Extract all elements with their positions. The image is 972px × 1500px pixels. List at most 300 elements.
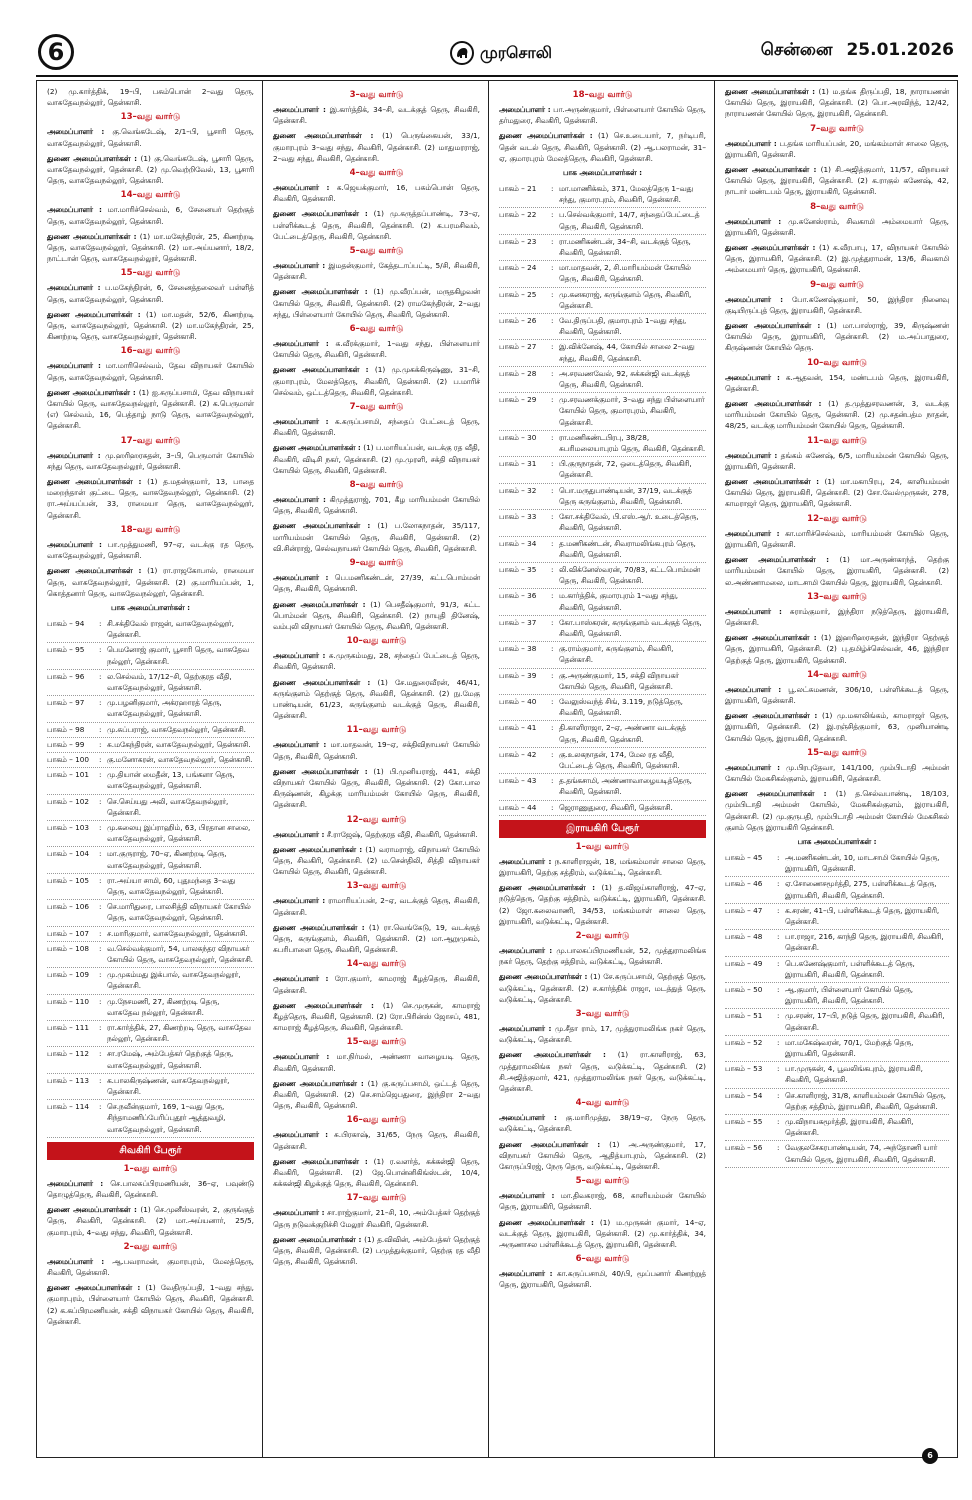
organiser-entry bbox=[725, 450, 949, 472]
booth-colon: : bbox=[551, 342, 554, 352]
booth-row bbox=[499, 774, 706, 800]
column-2 bbox=[263, 84, 488, 1456]
booth-row bbox=[499, 721, 706, 747]
booth-number: பாகம் – 46 bbox=[725, 879, 763, 889]
booth-row bbox=[499, 393, 706, 431]
booth-number: பாகம் – 105 bbox=[47, 875, 89, 885]
booth-colon: : bbox=[551, 512, 554, 522]
booth-row bbox=[499, 801, 706, 816]
role-label: துணை அமைப்பாளர்கள் : bbox=[273, 365, 369, 375]
ward-heading: 15–வது வார்டு bbox=[807, 747, 867, 758]
role-label: துணை அமைப்பாளர்கள் : bbox=[47, 231, 137, 241]
organiser-entry bbox=[273, 650, 480, 672]
role-label: துணை அமைப்பாளர்கள் : bbox=[725, 243, 816, 253]
entry-text: (1) த.விஜய்காளிராஜ், 47–ஏ, நடுத்தெரு, தெற்கு சத்திரம், வடுக்கட்டி, இராயகிரி, தென்காசி. (2) ஜோ.கலைவாணி, 34/53, மங்கம்மாள் சாலை தெரு, இராயகிரி, வடுக்கட்டி, தென்காசி. bbox=[499, 883, 706, 926]
booth-organiser: க.சரண், 41–பி, பள்ளிக்கூடத் தெரு, இராயகிரி, தென்காசி. bbox=[785, 905, 940, 926]
booth-number: பாகம் – 29 bbox=[499, 395, 537, 405]
booth-number: பாகம் – 28 bbox=[499, 368, 537, 378]
organiser-entry bbox=[725, 476, 949, 510]
role-label: அமைப்பாளர் : bbox=[47, 283, 101, 293]
entry-text: மா.மாதவன், 19–ஏ, சக்திவிநாயகர் கோயில் தெரு, சிவகிரி, தென்காசி. bbox=[273, 740, 480, 761]
entry-text: (1) ம.தங்க திருப்பதி, 18, நாராயணன் கோயில் தெரு, இராயகிரி, தென்காசி. (2) பொ.அரவிந்த், 12/42, நாராயணன் கோயில் தெரு, இராயகிரி, தென்காசி. bbox=[725, 87, 949, 119]
booth-colon: : bbox=[551, 670, 554, 680]
booth-colon: : bbox=[99, 1023, 102, 1032]
entry-text: (1) த.முத்துசரவணன், 3, வடக்கு மாரியம்மன் கோயில் தெரு, தென்காசி. (2) மு.சதன்பத்ம நாதன், 48/25, வடக்கு மாரியம்மன் கோயில் தெரு, தென்காசி. bbox=[725, 399, 949, 431]
booth-row bbox=[47, 1021, 254, 1047]
booth-organiser: மு.பழனிகுமார், அக்ரஹாரத் தெரு, வாசுதேவநல்லூர், தென்காசி. bbox=[107, 698, 222, 719]
ward-heading: 17–வது வார்டு bbox=[346, 1193, 407, 1204]
entry-text: கு.மாரிமுத்து, 38/19–ஏ, நேரு தெரு, வடுக்கட்டி, தென்காசி. bbox=[499, 1113, 706, 1134]
booth-colon: : bbox=[551, 236, 554, 246]
booth-row bbox=[47, 927, 254, 942]
entry-text: (1) ப.மாரியப்பன், வடக்கு ரத வீதி, சிவகிரி, விடிசி நகர், தென்காசி. (2) மு.முரளி, சக்தி விநாயகர் கோயில் தெரு, சிவகிரி, தென்காசி. bbox=[273, 443, 480, 475]
ward-heading: 5–வது வார்டு bbox=[349, 246, 404, 257]
entry-text: சு.முருகம்மது, 28, சந்தைப் பேட்டைத் தெரு, சிவகிரி, தென்காசி. bbox=[273, 651, 480, 672]
entry-text: (1) செ.முனீஸ்வரன், 2, குருங்குத் தெரு, சிவகிரி, தென்காசி. (2) மா.அய்யனார், 25/5, குமாரபுரம், 4–வது சந்து, சிவகிரி, தென்காசி. bbox=[47, 1205, 254, 1237]
entry-text: மா.மாரிசெல்வம், தேவ விநாயகர் கோயில் தெரு, வாசுதேவநல்லூர், தென்காசி. bbox=[47, 361, 254, 382]
booth-number: பாகம் – 107 bbox=[47, 928, 89, 938]
booth-row bbox=[499, 510, 706, 536]
role-label: துணை அமைப்பாளர்கள் : bbox=[725, 321, 821, 331]
booth-row bbox=[725, 1141, 949, 1167]
role-label: அமைப்பாளர் : bbox=[273, 573, 329, 583]
organiser-entry bbox=[725, 294, 949, 316]
role-label: அமைப்பாளர் : bbox=[725, 138, 777, 148]
footer-page-number: 6 bbox=[922, 1448, 938, 1464]
booth-number: பாகம் – 111 bbox=[47, 1023, 89, 1032]
entry-text: கிமுத்துராஜ், 701, கீழ மாரியம்மன் கோயில் தெரு, சிவகிரி, தென்காசி. bbox=[273, 495, 480, 516]
booth-colon: : bbox=[99, 849, 102, 859]
booth-row bbox=[499, 589, 706, 615]
role-label: அமைப்பாளர் : bbox=[725, 528, 780, 538]
role-label: அமைப்பாளர் : bbox=[725, 606, 782, 616]
role-label: துணை அமைப்பாளர்கள் : bbox=[273, 1000, 374, 1010]
booth-row bbox=[725, 1115, 949, 1141]
ward-heading: 16–வது வார்டு bbox=[120, 346, 181, 357]
booth-organiser: மு.சுப்பராஜ், வாசுதேவநல்லூர், தென்காசி. bbox=[107, 724, 246, 734]
booth-colon: : bbox=[551, 802, 554, 812]
booth-row bbox=[47, 1074, 254, 1100]
entry-text: ஆ.பவராமன், குமாரபுரம், மேலத்தெரு, சிவகிரி, தென்காசி. bbox=[47, 1256, 254, 1278]
organiser-entry bbox=[499, 1112, 706, 1134]
role-label: அமைப்பாளர் : bbox=[725, 372, 780, 382]
entry-text: (1) மு.மகாலிங்கம், காமராஜர் தெரு, இராயகிரி, தென்காசி. (2) இ.ரஞ்சித்குமார், 63, முனியாண்டி கோயில் தெரு, இராயகிரி, தென்காசி. bbox=[725, 711, 949, 743]
role-label: அமைப்பாளர் : bbox=[47, 205, 102, 215]
booth-organiser: பா.ராஜா, 216, காந்தி தெரு, இராயகிரி, சிவகிரி, தென்காசி. bbox=[785, 932, 944, 953]
booth-number: பாகம் – 45 bbox=[725, 852, 763, 862]
role-label: அமைப்பாளர் : bbox=[725, 684, 782, 694]
organiser-entry bbox=[273, 1156, 480, 1190]
booth-row bbox=[725, 904, 949, 930]
booth-organiser: மா.மாதவன், 2, சி.மாரியம்மன் கோயில் தெரு, சிவகிரி, தென்காசி. bbox=[559, 263, 691, 284]
organiser-entry bbox=[47, 1178, 254, 1200]
entry-text: பா.அருண்குமார், பிள்ளையார் கோயில் தெரு, தர்மதுரை, சிவகிரி, தென்காசி. bbox=[499, 105, 706, 126]
organiser-entry bbox=[273, 208, 480, 242]
booth-number: பாகம் – 110 bbox=[47, 996, 89, 1006]
entry-text: (1) க.வீரபாபு, 17, விநாயகர் கோயில் தெரு, இராயகிரி, தென்காசி. (2) இ.முத்துராமன், 13/6, சிவகாமி அம்மையார் தெரு, இராயகிரி, தென்காசி. bbox=[725, 243, 949, 275]
booth-organiser: சி.சக்திவேல் ராஜன், வாசுதேவநல்லூர், தென்காசி. bbox=[107, 618, 234, 640]
masthead bbox=[30, 32, 960, 72]
role-label: அமைப்பாளர் : bbox=[273, 1208, 325, 1218]
role-label: துணை அமைப்பாளர்கள் : bbox=[725, 399, 822, 409]
booth-organiser: ஏ.சோணைசமூர்த்தி, 275, பள்ளிக்கூடத் தெரு, இராயகிரி, சிவகிரி, தென்காசி. bbox=[785, 879, 937, 900]
booth-row bbox=[47, 874, 254, 900]
booth-organiser: பி.குருநாதன், 72, ஒடைத்தெரு, சிவகிரி, தென்காசி. bbox=[559, 459, 692, 480]
entry-text: (1) பெருங்கையன், 33/1, குமாரபுரம் 3–வது சந்து, சிவகிரி, தென்காசி. (2) மாதுமரராஜ், 2–வது சந்து, சிவகிரி, தென்காசி. bbox=[273, 131, 480, 163]
entry-text: மு.பிரபுதேவா, 141/100, மும்பிடாதி அம்மன் கோயில் மேகசிகல்குளம், இராயகிரி, தென்காசி. bbox=[725, 762, 949, 783]
role-label: அமைப்பாளர் : bbox=[47, 1256, 105, 1266]
ward-heading: 6–வது வார்டு bbox=[349, 324, 404, 335]
booth-colon: : bbox=[777, 1011, 780, 1021]
booth-organiser: த.மணிகண்டன், சிவராமலிங்கபுரம் தெரு, சிவகிரி, தென்காசி. bbox=[559, 538, 696, 559]
organiser-entry bbox=[273, 829, 480, 840]
entry-text: சீ.ராஜேஷ், தெற்குரத வீதி, சிவகிரி, தென்காசி. bbox=[324, 829, 478, 839]
booth-organiser: செ.செய்யது அலி, வாசுதேவநல்லூர், தென்காசி. bbox=[107, 796, 229, 817]
booth-colon: : bbox=[551, 432, 554, 442]
booth-colon: : bbox=[551, 395, 554, 405]
brand-name: முரசொலி bbox=[480, 42, 552, 62]
entry-text: (1) இஹரிஹரசுதன், இந்திரா தெற்குத் தெரு, இராயகிரி, தென்காசி. (2) பு.தமிழ்ச்செல்வன், 46, இந்திரா தெற்குத் தெரு, இராயகிரி, தென்காசி. bbox=[725, 633, 949, 665]
organiser-entry bbox=[273, 1000, 480, 1034]
entry-text: மு.பாலசுப்பிரமணியன், 52, முத்துராமலிங்க நகர் தெரு, தெற்கு சத்திரம், வடுக்கட்டி, தென்காசி. bbox=[499, 945, 707, 967]
organiser-entry bbox=[273, 1051, 480, 1073]
entry-text: பூ.லட்சுமணன், 306/10, பள்ளிக்கூடத் தெரு, இராயகிரி, தென்காசி. bbox=[725, 684, 950, 705]
role-label: துணை அமைப்பாளர்கள் : bbox=[273, 1078, 364, 1088]
ward-heading: 14–வது வார்டு bbox=[807, 669, 867, 680]
role-label: அமைப்பாளர் : bbox=[47, 361, 101, 371]
booth-list-heading: பாக அமைப்பாளர்கள் : bbox=[797, 836, 877, 846]
booth-colon: : bbox=[551, 485, 554, 495]
booth-number: பாகம் – 100 bbox=[47, 754, 89, 764]
role-label: துணை அமைப்பாளர்கள் : bbox=[47, 153, 138, 163]
booth-number: பாகம் – 26 bbox=[499, 316, 537, 326]
entry-text: ராமாரியப்பன், 2–ஏ, வடக்குத் தெரு, சிவகிரி, தென்காசி. bbox=[273, 896, 480, 917]
booth-organiser: செ.நவீன்குமார், 169, 1–வது தெரு, சிந்தாமணிப்பேரிப்புதூர் ஆத்துவழி, வாசுதேவநல்லூர், தென்காசி. bbox=[107, 1102, 226, 1134]
entry-text: (1) அ.அருண்குமார், 17, விநாயகர் கோயில் தெரு, ஆதித்யாபுரம், தென்காசி. (2) கோருப்பிரஜ், நேரு தெரு, வடுக்கட்டி, தென்காசி. bbox=[499, 1139, 706, 1172]
role-label: துணை அமைப்பாளர்கள் : bbox=[47, 566, 142, 576]
booth-row bbox=[47, 821, 254, 847]
booth-organiser: ரா.அய்யா சாமி, 60, புதுமந்தை 3–வது தெரு, வாசுதேவநல்லூர், தென்காசி. bbox=[107, 875, 236, 896]
booth-row bbox=[725, 851, 949, 877]
booth-colon: : bbox=[99, 645, 102, 655]
booth-organiser: ஆ.குமார், பிள்ளையார் கோயில் தெரு, இராயகிரி, சிவகிரி, தென்காசி. bbox=[785, 984, 914, 1006]
organiser-entry bbox=[725, 216, 949, 238]
role-label: அமைப்பாளர் : bbox=[273, 829, 325, 839]
organiser-entry bbox=[47, 539, 254, 561]
entry-text: ப.மகேந்திரன், 6, சேனைத்தலைவர் பள்ளித் தெரு, வாசுதேவநல்லூர், தென்காசி. bbox=[47, 283, 254, 304]
booth-row bbox=[499, 182, 706, 208]
role-label: துணை அமைப்பாளர்கள் : bbox=[725, 555, 830, 565]
entry-text: (1) ரா.வெங்கேடு, 19, வடக்குத் தெரு, கருங்குளம், சிவகிரி, தென்காசி. (2) மா.ஆறுமுகம், சுபரிபாளை தெரு, சிவகிரி, தென்காசி. bbox=[273, 922, 480, 955]
ward-heading: 14–வது வார்டு bbox=[120, 190, 181, 201]
entry-text: கா.கருப்பசாமி, 40/பி, மூப்பனார் கிணற்றுத் தெரு, இராயகிரி, தென்காசி. bbox=[499, 1269, 706, 1290]
organiser-entry bbox=[725, 138, 949, 160]
booth-colon: : bbox=[99, 943, 102, 953]
organiser-entry bbox=[725, 632, 949, 666]
organiser-entry bbox=[47, 309, 254, 343]
ward-heading: 15–வது வார்டு bbox=[346, 1037, 407, 1048]
booth-number: பாகம் – 54 bbox=[725, 1090, 763, 1100]
organiser-entry bbox=[499, 1139, 706, 1173]
role-label: அமைப்பாளர் : bbox=[273, 974, 329, 984]
booth-number: பாகம் – 103 bbox=[47, 822, 89, 832]
ward-heading: 8–வது வார்டு bbox=[349, 480, 404, 491]
booth-organiser: க.பாலகிருஷ்ணன், வாசுதேவநல்லூர், தென்காசி. bbox=[107, 1075, 230, 1097]
booth-number: பாகம் – 40 bbox=[499, 696, 537, 706]
role-label: அமைப்பாளர் : bbox=[499, 856, 552, 866]
booth-colon: : bbox=[99, 618, 102, 628]
booth-colon: : bbox=[99, 671, 102, 681]
booth-number: பாகம் – 53 bbox=[725, 1064, 763, 1074]
booth-row bbox=[725, 877, 949, 903]
organiser-entry bbox=[47, 1256, 254, 1278]
booth-colon: : bbox=[99, 724, 102, 734]
ward-heading: 7–வது வார்டு bbox=[810, 123, 864, 134]
booth-number: பாகம் – 94 bbox=[47, 618, 85, 628]
organiser-entry bbox=[499, 104, 706, 126]
booth-number: பாகம் – 108 bbox=[47, 943, 89, 953]
booth-number: பாகம் – 55 bbox=[725, 1117, 763, 1127]
entry-text: (1) மா.அருண்காந்த், தெற்கு மாரியம்மன் கோயில் தெரு, இராயகிரி, தென்காசி. (2) ல.அண்ணாமலை, மாடசாமி கோயில் தெரு, இராயகிரி, தென்காசி. bbox=[725, 555, 950, 587]
booth-organiser: மு.கனகராஜ், கருங்குளம் தெரு, சிவகிரி, தென்காசி. bbox=[559, 289, 692, 310]
booth-organiser: மு.நேசமணி, 27, கிணற்றடி தெரு, வாசுதேவ நல்லூர், தென்காசி. bbox=[107, 996, 220, 1017]
booth-colon: : bbox=[551, 591, 554, 601]
entry-text: (1) ப.லோகநாதன், 35/117, மாரியம்மன் கோயில் தெரு, சிவகிரி, தென்காசி. (2) வி.சின்ராஜ், செல்வநாயகர் கோயில் தெரு, சிவகிரி, தென்காசி. bbox=[273, 521, 480, 553]
entry-text: (1) ரா.காளிராஜ், 63, முத்துராமலிங்க நகர் தெரு, வடுக்கட்டி, தென்காசி. (2) சி.அஜித்குமார், 421, முத்துராமலிங்க நகர் தெரு, வடுக்கட்டி, தென்காசி. bbox=[499, 1050, 706, 1094]
ward-heading: 1–வது வார்டு bbox=[123, 1163, 178, 1174]
role-label: துணை அமைப்பாளர்கள் : bbox=[499, 131, 593, 141]
booth-row bbox=[47, 753, 254, 768]
elephant-emblem-icon bbox=[450, 41, 474, 65]
role-label: துணை அமைப்பாளர்கள் : bbox=[725, 633, 817, 643]
organiser-entry bbox=[725, 164, 949, 198]
booth-number: பாகம் – 106 bbox=[47, 902, 89, 912]
booth-organiser: ப.செல்வக்குமார், 14/7, சந்தைப்பேட்டைத் தெரு, சிவகிரி, தென்காசி. bbox=[559, 210, 700, 231]
booth-colon: : bbox=[777, 1090, 780, 1100]
ward-heading: 9–வது வார்டு bbox=[349, 558, 404, 569]
booth-organiser: கோ.சக்திவேல், பி.எஸ்.ஆர். உடைத்தெரு, சிவகிரி, தென்காசி. bbox=[559, 512, 699, 533]
booth-row bbox=[47, 738, 254, 753]
organiser-entry bbox=[499, 971, 706, 1005]
role-label: துணை அமைப்பாளர்கள் : bbox=[47, 1283, 141, 1293]
organiser-entry bbox=[499, 1023, 706, 1045]
booth-row bbox=[499, 642, 706, 668]
booth-colon: : bbox=[551, 696, 554, 706]
organiser-entry bbox=[725, 606, 949, 628]
role-label: துணை அமைப்பாளர்கள் : bbox=[725, 165, 817, 175]
ward-heading: 15–வது வார்டு bbox=[120, 268, 181, 279]
entry-text: மா.நிர்மல், அண்ணா வாழையடி தெரு, சிவகிரி, தென்காசி. bbox=[273, 1052, 480, 1073]
booth-organiser: ச.மாரிகுமார், வாசுதேவநல்லூர், தென்காசி. bbox=[107, 928, 248, 938]
booth-colon: : bbox=[551, 644, 554, 654]
booth-row bbox=[47, 847, 254, 873]
ward-heading: 11–வது வார்டு bbox=[807, 435, 867, 446]
role-label: அமைப்பாளர் : bbox=[499, 1269, 553, 1279]
organiser-entry bbox=[47, 360, 254, 382]
booth-row bbox=[47, 643, 254, 669]
booth-row bbox=[725, 983, 949, 1009]
role-label: துணை அமைப்பாளர்கள் : bbox=[499, 1139, 601, 1149]
organiser-entry bbox=[273, 677, 480, 722]
booth-number: பாகம் – 95 bbox=[47, 645, 85, 655]
ward-heading: 13–வது வார்டு bbox=[346, 881, 407, 892]
role-label: அமைப்பாளர் : bbox=[499, 1024, 552, 1033]
role-label: துணை அமைப்பாளர்கள் : bbox=[273, 209, 368, 219]
role-label: அமைப்பாளர் : bbox=[47, 1178, 104, 1188]
booth-colon: : bbox=[99, 770, 102, 780]
role-label: அமைப்பாளர் : bbox=[273, 261, 326, 271]
role-label: அமைப்பாளர் : bbox=[273, 651, 326, 661]
organiser-entry bbox=[499, 1049, 706, 1094]
booth-row bbox=[47, 795, 254, 821]
booth-organiser: ரா.கார்த்திக், 27, கிணற்றடி தெரு, வாசுதேவ நல்லூர், தென்காசி. bbox=[107, 1023, 251, 1044]
organiser-entry bbox=[47, 1282, 254, 1327]
booth-number: பாகம் – 102 bbox=[47, 796, 89, 806]
entry-text: சா.ராஜ்குமார், 21–சி, 10, அம்பேத்கர் தெற்குத் தெரு நடுவக்குறிச்சி மேலூர் சிவகிரி, தென்காசி. bbox=[273, 1208, 480, 1229]
booth-row bbox=[499, 484, 706, 510]
booth-row bbox=[499, 261, 706, 287]
booth-colon: : bbox=[777, 1117, 780, 1127]
entry-text: க.வீரக்குமார், 1–வது சந்து, பிள்ளையார் கோயில் தெரு, சிவகிரி, தென்காசி. bbox=[273, 339, 480, 360]
entry-text: மு.சுனேஸ்ராம், சிவகாமி அம்மையார் தெரு, இராயகிரி, தென்காசி. bbox=[725, 216, 950, 237]
organiser-entry bbox=[273, 260, 480, 282]
role-label: துணை அமைப்பாளர்கள் : bbox=[499, 883, 596, 893]
booth-number: பாகம் – 113 bbox=[47, 1075, 89, 1085]
booth-row bbox=[499, 537, 706, 563]
booth-organiser: பெமனோஜ் குமார், பூசாரி தெரு, வாசுதேவ நல்லூர், தென்காசி. bbox=[107, 645, 249, 666]
role-label: அமைப்பாளர் : bbox=[273, 1130, 329, 1140]
booth-organiser: செ.மாரிதுரை, பாலசித்தி விநாயகர் கோயில் தெரு, வாசுதேவநல்லூர், தென்காசி. bbox=[107, 902, 251, 923]
organiser-entry bbox=[725, 684, 949, 706]
role-label: துணை அமைப்பாளர்கள் : bbox=[273, 766, 368, 776]
role-label: துணை அமைப்பாளர்கள் : bbox=[725, 87, 816, 96]
booth-number: பாகம் – 35 bbox=[499, 564, 537, 574]
entry-text: (1) த.மதன்குமார், 13, பாதை மறைந்தான் குட்டை தெரு, வாசுதேவநல்லூர், தென்காசி. (2) ரா.அய்யப்பன், 33, ராமையா தெரு, வாசுதேவநல்லூர், தென்காசி. bbox=[47, 477, 254, 520]
organiser-entry bbox=[273, 766, 480, 811]
booth-colon: : bbox=[99, 698, 102, 708]
organiser-entry bbox=[47, 153, 254, 187]
booth-organiser: வே.திருப்பதி, குமாரபுரம் 1–வது சந்து, சிவகிரி, தென்காசி. bbox=[559, 316, 687, 337]
booth-list-heading: பாக அமைப்பாளர்கள் : bbox=[562, 168, 643, 178]
entry-text: (1) வேதிருப்பதி, 1–வது சந்து, குமாரபுரம், பிள்ளையார் கோயில் தெரு, சிவகிரி, தென்காசி. (2) க.கப்பிரமணியன், சக்தி விநாயகர் கோயில் தெரு, சிவகிரி, தென்காசி. bbox=[47, 1283, 254, 1326]
booth-colon: : bbox=[777, 879, 780, 889]
booth-number: பாகம் – 44 bbox=[499, 802, 537, 812]
ward-heading: 5–வது வார்டு bbox=[575, 1176, 630, 1187]
entry-text: க.ஆதவன், 154, மண்டபம் தெரு, இராயகிரி, தென்காசி. bbox=[725, 372, 949, 393]
header-rule bbox=[36, 75, 958, 77]
organiser-entry bbox=[725, 398, 949, 432]
organiser-entry bbox=[273, 520, 480, 554]
organiser-entry bbox=[499, 882, 706, 927]
brand-logo bbox=[450, 38, 552, 68]
date: 25.01.2026 bbox=[846, 40, 954, 60]
booth-colon: : bbox=[551, 776, 554, 786]
organiser-entry bbox=[499, 1190, 706, 1212]
entry-text: பெ.மணிகண்டன், 27/39, கட்டபொம்மன் தெரு, சிவகிரி, தென்காசி. bbox=[273, 573, 480, 594]
booth-row bbox=[47, 670, 254, 696]
booth-organiser: கு.அருண்குமார், 15, சக்தி விநாயகர் கோயில் தெரு, சிவகிரி, தென்காசி. bbox=[559, 670, 679, 691]
role-label: துணை அமைப்பாளர்கள் : bbox=[499, 1050, 606, 1060]
role-label: துணை அமைப்பாளர்கள் : bbox=[273, 131, 374, 141]
organiser-entry bbox=[47, 476, 254, 521]
organiser-entry bbox=[47, 565, 254, 599]
booth-organiser: இ.விக்னேஷ், 44, கோயில் சாலை 2–வது சந்து, சிவகிரி, தென்காசி. bbox=[559, 342, 695, 363]
booth-number: பாகம் – 23 bbox=[499, 236, 537, 246]
role-label: துணை அமைப்பாளர்கள் : bbox=[273, 922, 365, 932]
organiser-entry bbox=[47, 86, 254, 108]
booth-organiser: மு.கலையு இப்ராஹிம், 63, பிரதான சாலை, வாசுதேவநல்லூர், தென்காசி. bbox=[107, 822, 251, 844]
role-label: துணை அமைப்பாளர்கள் : bbox=[47, 477, 142, 487]
booth-number: பாகம் – 42 bbox=[499, 749, 537, 759]
organiser-entry bbox=[725, 554, 949, 588]
booth-organiser: கு.ராம்குமார், கருங்குளம், சிவகிரி, தென்காசி. bbox=[559, 644, 674, 665]
organiser-entry bbox=[273, 895, 480, 917]
role-label: துணை அமைப்பாளர்கள் : bbox=[47, 309, 141, 319]
entry-text: (1) கு.வெங்கடேஷ், பூசாரி தெரு, வாசுதேவநல்லூர், தென்காசி. (2) மு.வெற்றிவேல், 13, பூசாரி தெரு, வாசுதேவநல்லூர், தென்காசி. bbox=[47, 153, 254, 186]
role-label: துணை அமைப்பாளர்கள் : bbox=[725, 477, 820, 487]
booth-row bbox=[725, 1062, 949, 1088]
ward-heading: 14–வது வார்டு bbox=[346, 959, 407, 970]
role-label: துணை அமைப்பாளர்கள் : bbox=[47, 387, 136, 397]
booth-organiser: வேலுஸ்வந்த் சிங், 3.119, நடுத்தெரு, சிவகிரி, தென்காசி. bbox=[559, 696, 683, 718]
entry-text: (1) சே.மதுரைவீரன், 46/41, கருங்குளம் தெற்குத் தெரு, சிவகிரி, தென்காசி. (2) நு.மேகு பாண்டியன், 61/23, கருங்குளம் வடக்குத் தெரு, சிவகிரி, தென்காசி. bbox=[273, 677, 480, 721]
organiser-entry bbox=[273, 494, 480, 516]
booth-row bbox=[499, 235, 706, 261]
organiser-entry bbox=[47, 282, 254, 304]
booth-number: பாகம் – 47 bbox=[725, 905, 763, 915]
organiser-entry bbox=[499, 1217, 706, 1251]
entry-text: இமதன்குமார், கேத்தடாப்பட்டி, 5/சி, சிவகிரி, தென்காசி. bbox=[273, 261, 480, 282]
booth-organiser: அ.மணிகண்டன், 10, மாடசாமி கோயில் தெரு, இராயகிரி, தென்காசி. bbox=[785, 852, 940, 874]
booth-organiser: பெ.கணேஷ்குமார், பள்ளிக்கூடத் தெரு, இராயகிரி, சிவகிரி, தென்காசி. bbox=[785, 958, 915, 979]
role-label: துணை அமைப்பாளர்கள் : bbox=[725, 789, 827, 799]
role-label: அமைப்பாளர் : bbox=[273, 339, 329, 349]
ward-heading: 17–வது வார்டு bbox=[120, 435, 181, 446]
role-label: அமைப்பாளர் : bbox=[725, 216, 782, 226]
ward-heading: 10–வது வார்டு bbox=[807, 357, 867, 368]
organiser-entry bbox=[725, 372, 949, 394]
booth-organiser: கோ.பாஸ்கரன், கருங்குளம் வடக்குத் தெரு, சிவகிரி, தென்காசி. bbox=[559, 617, 702, 638]
booth-row bbox=[499, 616, 706, 642]
booth-row bbox=[47, 723, 254, 738]
entry-text: மு.ஹரிஹரசுதன், 3–பி, பெருமாள் கோயில் சந்து தெரு, வாசுதேவநல்லூர், தென்காசி. bbox=[47, 450, 254, 471]
booth-number: பாகம் – 98 bbox=[47, 724, 85, 734]
booth-row bbox=[499, 748, 706, 774]
booth-organiser: மு.விநாயகமூர்த்தி, இராயகிரி, சிவகிரி, தென்காசி. bbox=[785, 1117, 914, 1138]
organiser-entry bbox=[725, 528, 949, 550]
city: சென்னை bbox=[760, 40, 833, 60]
entry-text: க.கருப்பசாமி, சந்தைப் பேட்டைத் தெரு, சிவகிரி, தென்காசி. bbox=[273, 417, 480, 438]
role-label: துணை அமைப்பாளர்கள் : bbox=[273, 844, 363, 854]
booth-organiser: மா.மாணிக்கம், 371, மேலத்தெரு 1–வது சந்து, குமாரபுரம், சிவகிரி, தென்காசி. bbox=[559, 184, 693, 205]
entry-text: மா.மாரிச்செல்வம், 6, சேனையர் தெற்குத் தெரு, வாசுதேவநல்லூர், தென்காசி. bbox=[47, 205, 254, 226]
entry-text: போ.கணேஷ்குமார், 50, இந்திரா நினைவு குடியிருப்புத் தெரு, இராயகிரி, தென்காசி. bbox=[725, 294, 949, 315]
booth-organiser: மு.தியான் மைதீன், 13, பங்களா தெரு, வாசுதேவநல்லூர், தென்காசி. bbox=[107, 770, 235, 791]
booth-colon: : bbox=[777, 984, 780, 994]
booth-row bbox=[47, 900, 254, 926]
booth-row bbox=[47, 696, 254, 722]
booth-number: பாகம் – 114 bbox=[47, 1102, 89, 1112]
booth-colon: : bbox=[777, 1037, 780, 1047]
booth-colon: : bbox=[551, 263, 554, 273]
booth-number: பாகம் – 25 bbox=[499, 289, 537, 299]
role-label: அமைப்பாளர் : bbox=[273, 183, 330, 193]
booth-colon: : bbox=[551, 538, 554, 548]
role-label: துணை அமைப்பாளர்கள் : bbox=[725, 711, 818, 721]
role-label: அமைப்பாளர் : bbox=[499, 1113, 557, 1123]
booth-row bbox=[499, 340, 706, 366]
booth-row bbox=[47, 942, 254, 968]
